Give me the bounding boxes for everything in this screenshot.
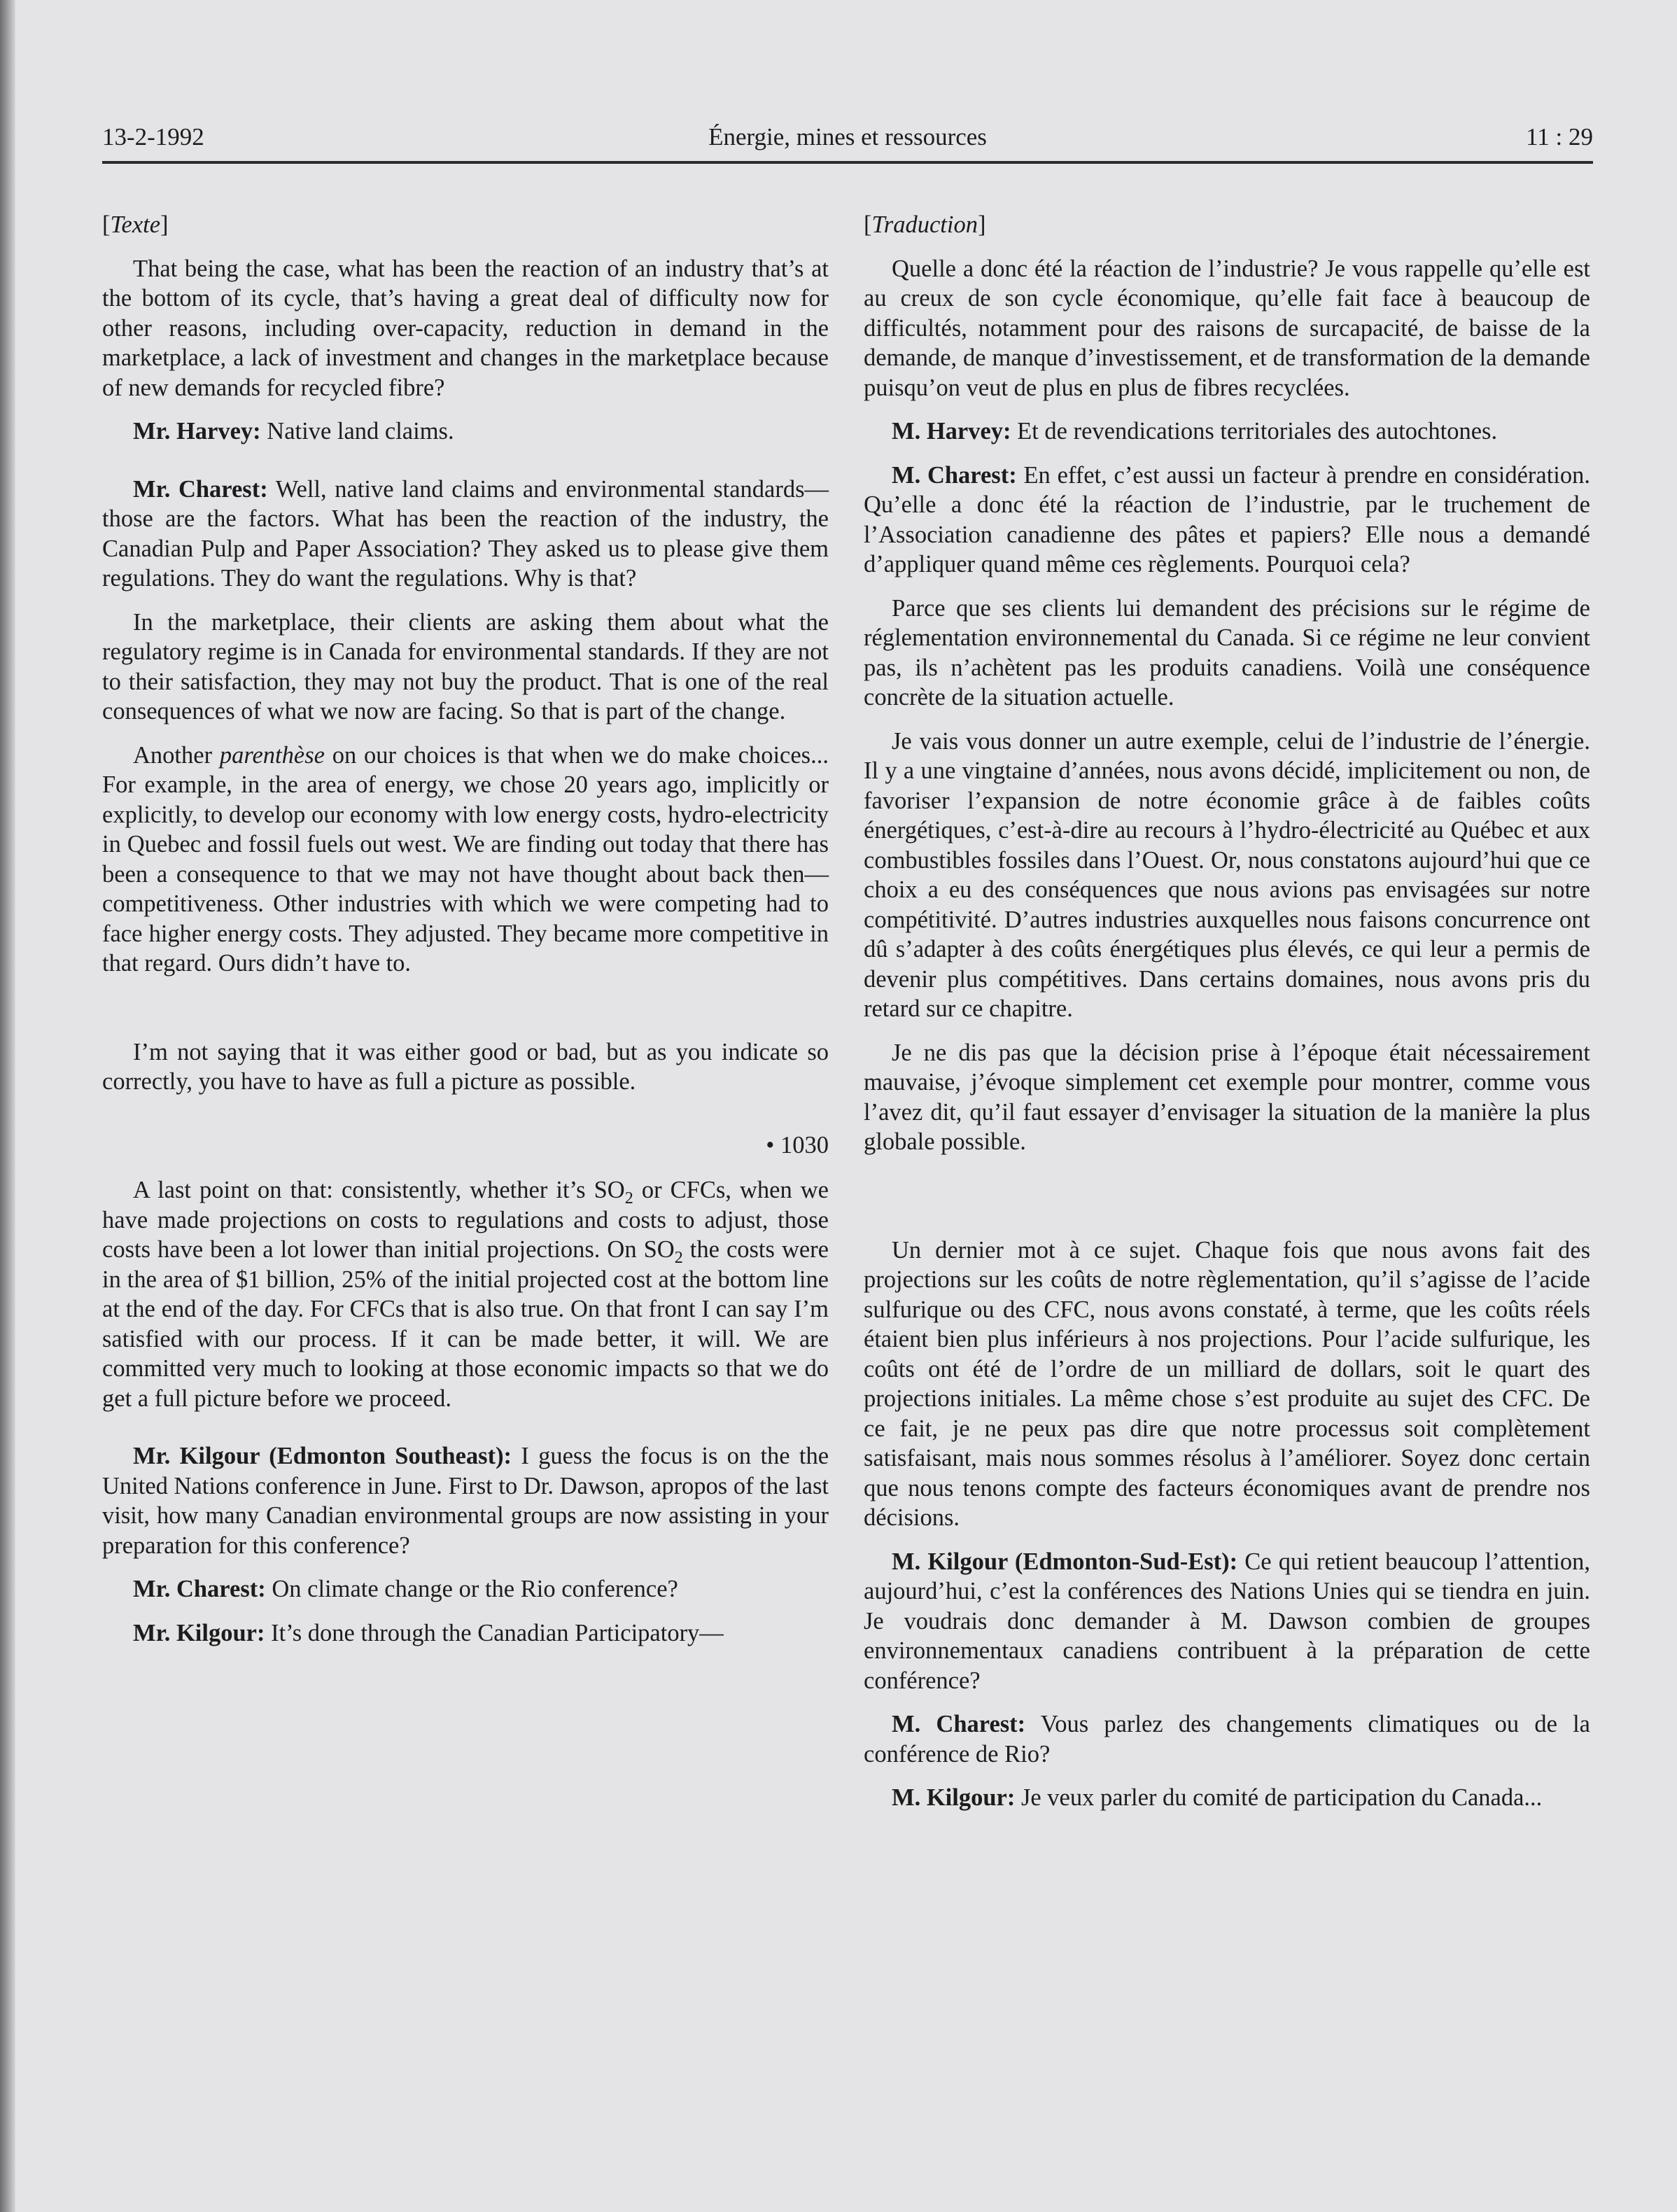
french-column [864,210,1590,1827]
speaker-name: M. Kilgour (Edmonton-Sud-Est): [892,1548,1238,1575]
speech-text: Native land claims. [260,418,454,444]
speaker-name: M. Charest: [892,1711,1026,1737]
paragraph-text: Quelle a donc été la réaction de l’industrie? Je vous rappelle qu’elle est au creux de son cycle économique, qu’elle fait face à beaucoup de difficultés, notamment pour des raisons de surcapacité, de baisse de la demande, de manque d’investissement, et de transformation de la demande puisqu’on veut de plus en plus de fibres recyclées. [864,255,1590,401]
speaker-name: Mr. Charest: [133,1576,266,1602]
paragraph [864,594,1590,713]
speaker-name: Mr. Kilgour: [133,1619,265,1646]
paragraph [102,1037,829,1097]
paragraph-text: A last point on that: consistently, whether it’s SO [133,1177,625,1203]
speaker-paragraph [102,1618,829,1648]
paragraph-text: or CFCs, when we have made projections on costs to regulations and costs to adjust, those costs have been a lot lower than initial projections. On SO [102,1177,829,1263]
speech-text: Et de revendications territoriales des autochtones. [1011,418,1498,444]
paragraph-text: Un dernier mot à ce sujet. Chaque fois que nous avons fait des projections sur les coûts de notre règlementation, qu’il s’agisse de l’acide sulfurique ou des CFC, nous avons constaté, à terme, que les coûts réels étaient bien plus inférieurs à nos projections. Pour l’acide sulfurique, les coûts ont été de l’ordre de un milliard de dollars, soit le quart des projections initiales. La même chose s’est produite au sujet des CFC. De ce fait, je ne peux pas dire que notre processus soit complètement satisfaisant, mais nous sommes résolus à l’améliorer. Soyez donc certain que nous tenons compte des facteurs économiques avant de prendre nos décisions. [864,1236,1590,1531]
spacer [864,1171,1590,1216]
section-label-texte: [ Texte ] [102,210,829,240]
paragraph-text: Je vais vous donner un autre exemple, celui de l’industrie de l’énergie. Il y a une vingtaine d’années, nous avons décidé, implicitement ou non, de favoriser l’expansion de notre économie grâce à de faibles coûts énergétiques, c’est-à-dire au recours à l’hydro-électricité au Québec et aux combustibles fossiles dans l’Ouest. Or, nous constatons aujourd’hui que ce choix a eu des conséquences que nous avions pas envisagées sur notre compétitivité. D’autres industries auxquelles nous faisons concurrence ont dû s’adapter à des coûts énergétiques plus élevés, ce qui leur a permis de devenir plus compétitives. Dans certains domaines, nous avons pris du retard sur ce chapitre. [864,727,1590,1022]
time-marker: • 1030 [766,1131,829,1158]
speaker-paragraph [102,416,829,447]
spacer [102,1427,829,1441]
paragraph-text: Another [133,741,220,769]
paragraph [864,1038,1590,1157]
spacer [102,1111,829,1130]
speaker-paragraph [864,1709,1590,1769]
header-date: 13-2-1992 [102,123,204,150]
header-title: Énergie, mines et ressources [708,123,987,150]
speaker-name: M. Charest: [892,461,1017,489]
speaker-paragraph [864,461,1590,580]
speaker-name: M. Kilgour: [892,1784,1016,1811]
paragraph-text: That being the case, what has been the reaction of an industry that’s at the bottom of its cycle, that’s having a great deal of difficulty now for other reasons, including over-capacity, reduction in demand in the marketplace, a lack of investment and changes in the marketplace because of new demands for recycled fibre? [102,255,829,401]
paragraph-text: the costs were in the area of $1 billion, 25% of the initial projected cost at the bottom line at the end of the day. For CFCs that is also true. On that front I can say I’m satisfied with our process. If it can be made better, it will. We are committed very much to looking at those economic impacts so that we do get a full picture before we proceed. [102,1236,829,1412]
speech-text: Ce qui retient beaucoup l’attention, aujourd’hui, c’est la conférences des Nations Unies qui se tiendra en juin. Je voudrais donc demander à M. Dawson combien de groupes environnementaux canadiens contribuent à la préparation de cette conférence? [864,1548,1590,1694]
paragraph [864,1236,1590,1533]
speaker-name: Mr. Kilgour (Edmonton Southeast): [133,1443,512,1469]
speaker-name: Mr. Charest: [133,475,268,503]
speaker-paragraph [102,475,829,594]
paragraph [102,741,829,979]
subscript: 2 [624,1188,633,1208]
paragraph [102,608,829,727]
speech-text: I guess the focus is on the the United Nations conference in June. First to Dr. Dawson, apropos of the last visit, how many Canadian environmental groups are now assisting in your preparation for this conference? [102,1443,829,1559]
spacer [864,1216,1590,1236]
speaker-paragraph [864,416,1590,447]
speaker-name: Mr. Harvey: [133,418,261,444]
speech-text: Je veux parler du comité de participation du Canada... [1015,1784,1543,1811]
section-label-traduction: [ Traduction ] [864,210,1590,240]
speaker-paragraph [102,1574,829,1604]
paragraph-text: I’m not saying that it was either good or bad, but as you indicate so correctly, you have to have as full a picture as possible. [102,1038,829,1095]
speaker-name: M. Harvey: [892,418,1011,444]
speech-text: En effet, c’est aussi un facteur à prendre en considération. Qu’elle a donc été la réaction de l’industrie, par le truchement de l’Association canadienne des pâtes et papiers? Elle nous a demandé d’appliquer quand même ces règlements. Pourquoi cela? [864,461,1590,578]
speaker-paragraph [864,1547,1590,1696]
paragraph [864,727,1590,1024]
speech-text: Well, native land claims and environmental standards—those are the factors. What has been the reaction of the industry, the Canadian Pulp and Paper Association? They asked us to please give them regulations. They do want the regulations. Why is that? [102,475,829,592]
subscript: 2 [674,1247,683,1267]
speech-text: It’s done through the Canadian Participatory— [265,1619,724,1646]
speaker-paragraph [864,1783,1590,1813]
paragraph-text: on our choices is that when we do make choices... For example, in the area of energy, we chose 20 years ago, implicitly or explicitly, to develop our economy with low energy costs, hydro-electricity in Quebec and fossil fuels out west. We are finding out today that there has been a consequence to that we may not have thought about back then—competitiveness. Other industries with which we were competing had to face higher energy costs. They adjusted. They became more competitive in that regard. Ours didn’t have to. [102,741,829,976]
header-rule [102,161,1593,164]
paragraph-text: Je ne dis pas que la décision prise à l’époque était nécessairement mauvaise, j’évoque simplement cet exemple pour montrer, comme vous l’avez dit, qu’il faut essayer d’envisager la situation de la manière la plus globale possible. [864,1039,1590,1155]
page-header [102,123,1593,158]
header-page-number: 11 : 29 [1526,123,1593,150]
speech-text: Vous parlez des changements climatiques ou de la conférence de Rio? [864,1711,1590,1768]
speaker-paragraph [102,1441,829,1560]
paragraph-text: In the marketplace, their clients are asking them about what the regulatory regime is in Canada for environmental standards. If they are not to their satisfaction, they may not buy the product. That is one of the real consequences of what we now are facing. So that is part of the change. [102,608,829,724]
paragraph [102,254,829,403]
spacer [102,461,829,475]
speech-text: On climate change or the Rio conference? [265,1576,678,1602]
spacer [102,993,829,1037]
english-column [102,210,829,1662]
italic-term: parenthèse [219,741,325,769]
paragraph-text: Parce que ses clients lui demandent des précisions sur le régime de réglementation environnemental du Canada. Si ce régime ne leur convient pas, ils n’achètent pas les produits canadiens. Voilà une conséquence concrète de la situation actuelle. [864,594,1590,710]
paragraph [102,1175,829,1413]
paragraph [864,254,1590,403]
